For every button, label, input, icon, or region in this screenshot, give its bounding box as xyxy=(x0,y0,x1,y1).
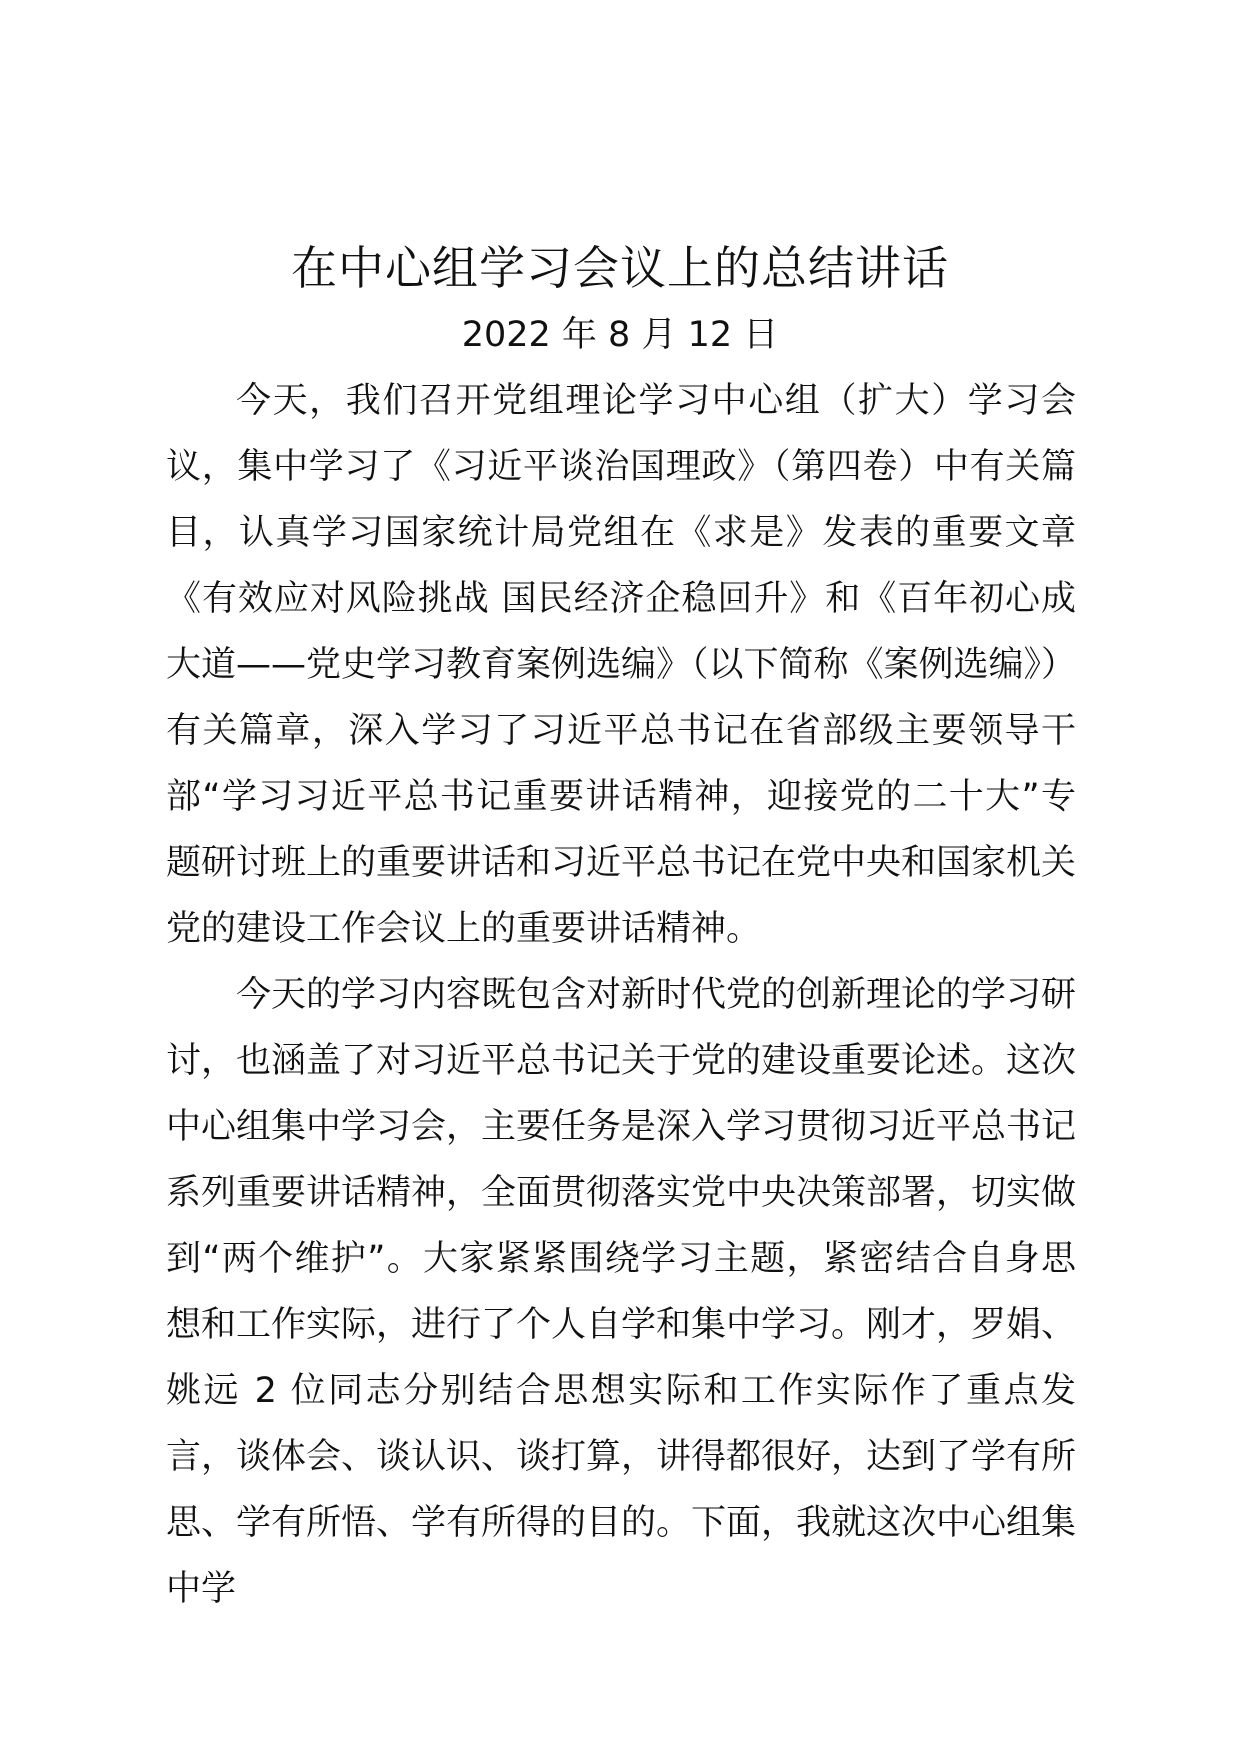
document-title: 在中心组学习会议上的总结讲话 xyxy=(291,241,949,295)
paragraph-2: 今天的学习内容既包含对新时代党的创新理论的学习研讨，也涵盖了对习近平总书记关于党的建设重要论述。这次中心组集中学习会，主要任务是深入学习贯彻习近平总书记系列重要讲话精神，全面贯彻落实党中央决策部署，切实做到“两个维护”。大家紧紧围绕学习主题，紧密结合自身思想和工作实际，进行了个人自学和集中学习。刚才，罗娟、姚远 2 位同志分别结合思想实际和工作实际作了重点发言，谈体会、谈认识、谈打算，讲得都很好，达到了学有所思、学有所悟、学有所得的目的。下面，我就这次中心组集中学 xyxy=(166,975,1077,1609)
document-body xyxy=(166,368,1076,1622)
paragraph-1: 今天，我们召开党组理论学习中心组（扩大）学习会议，集中学习了《习近平谈治国理政》（第四卷）中有关篇目，认真学习国家统计局党组在《求是》发表的重要文章《有效应对风险挑战 国民经济企稳回升》和《百年初心成大道——党史学习教育案例选编》（以下简称《案例选编》）有关篇章，深入学习了习近平总书记在省部级主要领导干部“学习习近平总书记重要讲话精神，迎接党的二十大”专题研讨班上的重要讲话和习近平总书记在党中央和国家机关党的建设工作会议上的重要讲话精神。 xyxy=(166,381,1077,949)
document-date: 2022 年 8 月 12 日 xyxy=(461,315,779,355)
